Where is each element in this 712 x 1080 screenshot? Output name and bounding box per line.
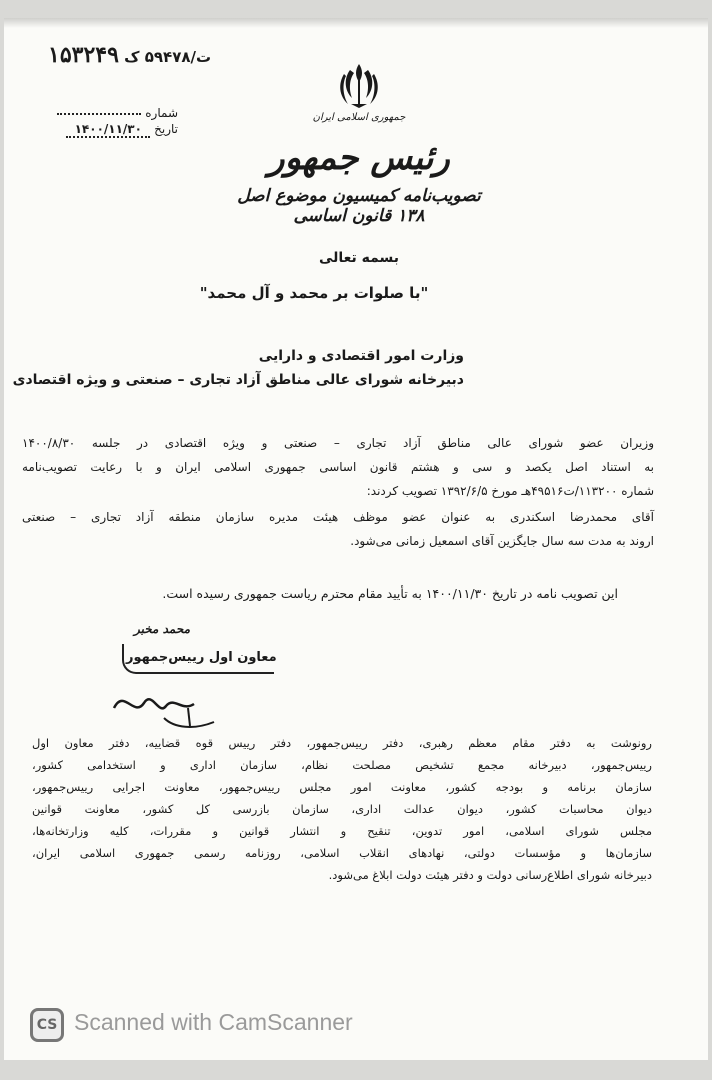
secretariat-addressee: دبیرخانه شورای عالی مناطق آزاد تجاری – صنعتی و ویژه اقتصادی (12, 372, 464, 388)
republic-label: جمهوری اسلامی ایران (312, 112, 406, 123)
date-value: ۱۴۰۰/۱۱/۳۰ (66, 122, 150, 138)
basmala: بسمه تعالی (318, 250, 400, 266)
registration-serial: ۱۵۳۲۴۹ (48, 42, 119, 68)
letter-page (4, 18, 708, 1060)
registration-prefix: ت/۵۹۴۷۸ ک (124, 48, 212, 66)
camscanner-watermark: Scanned with CamScanner (74, 1009, 353, 1035)
cc-line-7: دبیرخانه شورای اطلاع‌رسانی دولت و دفتر هیئت دولت ابلاغ می‌شود. (328, 868, 652, 882)
registration-number (48, 42, 211, 68)
president-heading: رئیس جمهور (268, 138, 450, 178)
commission-subtitle: تصویب‌نامه کمیسیون موضوع اصل ۱۳۸ قانون اساسی (237, 186, 481, 226)
date-field (48, 122, 178, 138)
iran-emblem-icon (336, 60, 382, 110)
cc-line-4: دیوان محاسبات کشور، دیوان عدالت اداری، سازمان بازرسی کل کشور، معاونت قوانین (32, 802, 652, 816)
body-line-3: شماره ۱۱۳۲۰۰/ت۴۹۵۱۶هـ مورخ ۱۳۹۲/۶/۵ تصویب کردند: (366, 484, 654, 498)
number-dotted-line (57, 113, 141, 115)
number-field (48, 106, 178, 120)
salawat: "با صلوات بر محمد و آل محمد" (199, 284, 429, 302)
cc-line-5: مجلس شورای اسلامی، امور تدوین، تنقیح و انتشار قوانین و مقررات، کلیه وزارتخانه‌ها، (32, 824, 652, 838)
ministry-addressee: وزارت امور اقتصادی و دارایی (258, 348, 464, 364)
handwritten-signature-icon (104, 678, 224, 738)
cc-line-3: سازمان برنامه و بودجه کشور، معاونت امور مجلس رییس‌جمهور، معاونت اجرایی رییس‌جمهور، (32, 780, 652, 794)
date-label: تاریخ (154, 122, 178, 136)
body-line-4: آقای محمدرضا اسکندری به عنوان عضو موظف هیئت مدیره سازمان منطقه آزاد تجاری – صنعتی (22, 510, 654, 524)
signatory-title: معاون اول رییس‌جمهور (126, 650, 277, 665)
body-line-2: به استناد اصل یکصد و سی و هشتم قانون اساسی جمهوری اسلامی ایران و با رعایت تصویب‌نامه (22, 460, 654, 474)
cc-line-2: رییس‌جمهور، دبیرخانه مجمع تشخیص مصلحت نظام، سازمان اداری و استخدامی کشور، (32, 758, 652, 772)
cc-line-1: رونوشت به دفتر مقام معظم رهبری، دفتر رییس‌جمهور، دفتر رییس قوه قضاییه، دفتر معاون اول (32, 736, 652, 750)
camscanner-logo-icon: CS (30, 1008, 64, 1042)
number-label: شماره (145, 106, 178, 120)
body-line-1: وزیران عضو شورای عالی مناطق آزاد تجاری – صنعتی و ویژه اقتصادی در جلسه ۱۴۰۰/۸/۳۰ (22, 436, 654, 450)
cc-line-6: سازمان‌ها و مؤسسات دولتی، نهادهای انقلاب اسلامی، روزنامه رسمی جمهوری اسلامی ایران، (32, 846, 652, 860)
scan-edge-shadow (4, 18, 708, 28)
approval-statement: این تصویب نامه در تاریخ ۱۴۰۰/۱۱/۳۰ به تأیید مقام محترم ریاست جمهوری رسیده است. (162, 586, 618, 601)
body-line-5: اروند به مدت سه سال جایگزین آقای اسمعیل زمانی می‌شود. (350, 534, 654, 548)
signatory-name: محمد مخبر (134, 622, 191, 636)
